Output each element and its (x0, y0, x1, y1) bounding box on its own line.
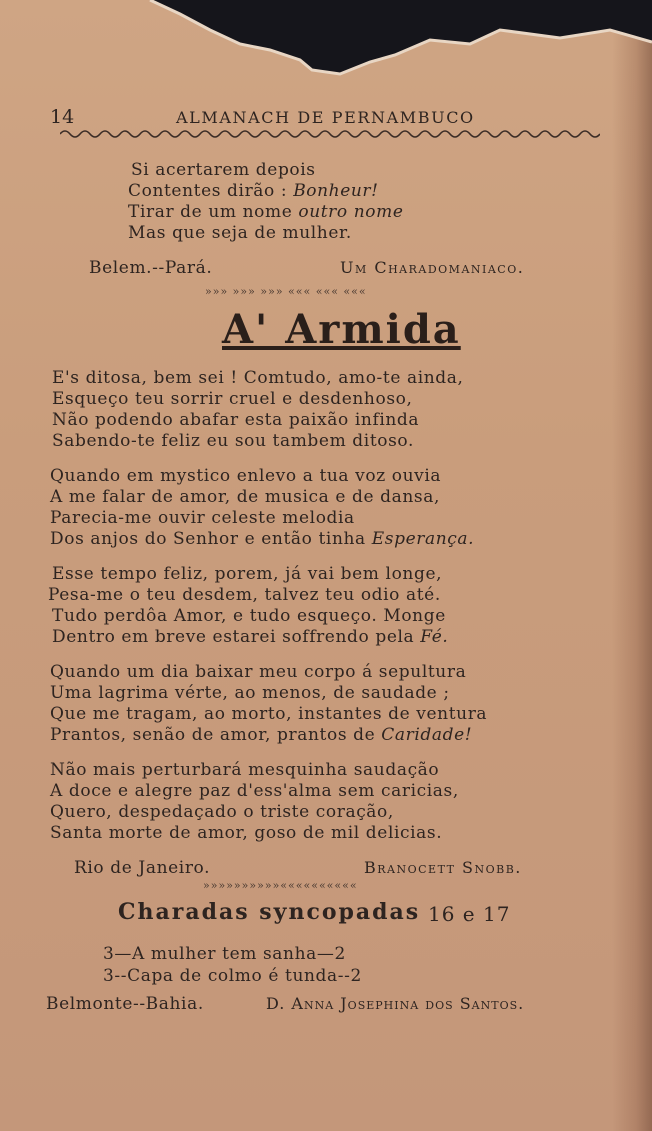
charada-item-2: 3--Capa de colmo é tunda--2 (103, 966, 362, 986)
poem1-place: Belem.--Pará. (89, 258, 213, 278)
charadas-title: Charadas syncopadas (118, 899, 421, 925)
torn-top-edge (0, 0, 652, 80)
poem2-title: A' Armida (222, 306, 461, 353)
running-head: ALMANACH DE PERNAMBUCO (176, 108, 475, 127)
ornament-rule-1: »»» »»» »»» ««« ««« ««« (205, 285, 367, 298)
poem2-s3-l4: Dentro em breve estarei soffrendo pela Fé. (52, 627, 449, 647)
poem2-s5-l4: Santa morte de amor, goso de mil delicias. (50, 823, 443, 843)
charada-item-1: 3—A mulher tem sanha—2 (103, 944, 346, 964)
poem2-author: Branocett Snobb. (364, 858, 522, 877)
page-number: 14 (50, 106, 75, 128)
italic-bonheur: Bonheur! (293, 181, 379, 201)
poem2-s4-l1: Quando um dia baixar meu corpo á sepultura (50, 662, 467, 682)
poem1-author: Um Charadomaniaco. (340, 258, 525, 277)
poem2-place: Rio de Janeiro. (74, 858, 211, 878)
italic-esperanca: Esperança. (371, 529, 475, 549)
poem2-s1-l2: Esqueço teu sorrir cruel e desdenhoso, (52, 389, 413, 409)
page-edge-shadow (612, 0, 652, 1131)
poem2-s4-l3: Que me tragam, ao morto, instantes de ventura (50, 704, 488, 724)
poem2-s5-l1: Não mais perturbará mesquinha saudação (50, 760, 440, 780)
poem2-s1-l3: Não podendo abafar esta paixão infinda (52, 410, 420, 430)
italic-caridade: Caridade! (381, 725, 473, 745)
page-header (0, 106, 652, 130)
poem2-s1-l1: E's ditosa, bem sei ! Comtudo, amo-te ainda, (52, 368, 464, 388)
poem2-s4-l2: Uma lagrima vérte, ao menos, de saudade ; (50, 683, 450, 703)
wavy-rule (60, 128, 600, 140)
poem2-s3-l2: Pesa-me o teu desdem, talvez teu odio até. (48, 585, 441, 605)
poem2-s3-l3: Tudo perdôa Amor, e tudo esqueço. Monge (52, 606, 446, 626)
poem2-s2-l4: Dos anjos do Senhor e então tinha Esperança. (50, 529, 475, 549)
poem1-line-2: Contentes dirão : Bonheur! (128, 181, 379, 201)
poem2-s4-l4: Prantos, senão de amor, prantos de Caridade! (50, 725, 473, 745)
ornament-rule-2: »»»»»»»»»»«««««««««« (203, 879, 358, 892)
italic-outro-nome: outro nome (298, 202, 404, 222)
italic-fe: Fé. (420, 627, 449, 647)
poem2-s5-l3: Quero, despedaçado o triste coração, (50, 802, 394, 822)
poem2-s3-l1: Esse tempo feliz, porem, já vai bem longe, (52, 564, 443, 584)
poem2-s2-l1: Quando em mystico enlevo a tua voz ouvia (50, 466, 442, 486)
poem2-s1-l4: Sabendo-te feliz eu sou tambem ditoso. (52, 431, 414, 451)
poem2-s2-l3: Parecia-me ouvir celeste melodia (50, 508, 355, 528)
poem1-line-3: Tirar de um nome outro nome (128, 202, 404, 222)
charadas-numbers: 16 e 17 (428, 902, 511, 926)
poem2-s2-l2: A me falar de amor, de musica e de dansa, (50, 487, 440, 507)
charadas-author: D. Anna Josephina dos Santos. (266, 994, 525, 1013)
charadas-place: Belmonte--Bahia. (46, 994, 204, 1014)
poem1-line-1: Si acertarem depois (131, 160, 316, 180)
poem2-s5-l2: A doce e alegre paz d'ess'alma sem caricias, (50, 781, 459, 801)
poem1-line-4: Mas que seja de mulher. (128, 223, 352, 243)
